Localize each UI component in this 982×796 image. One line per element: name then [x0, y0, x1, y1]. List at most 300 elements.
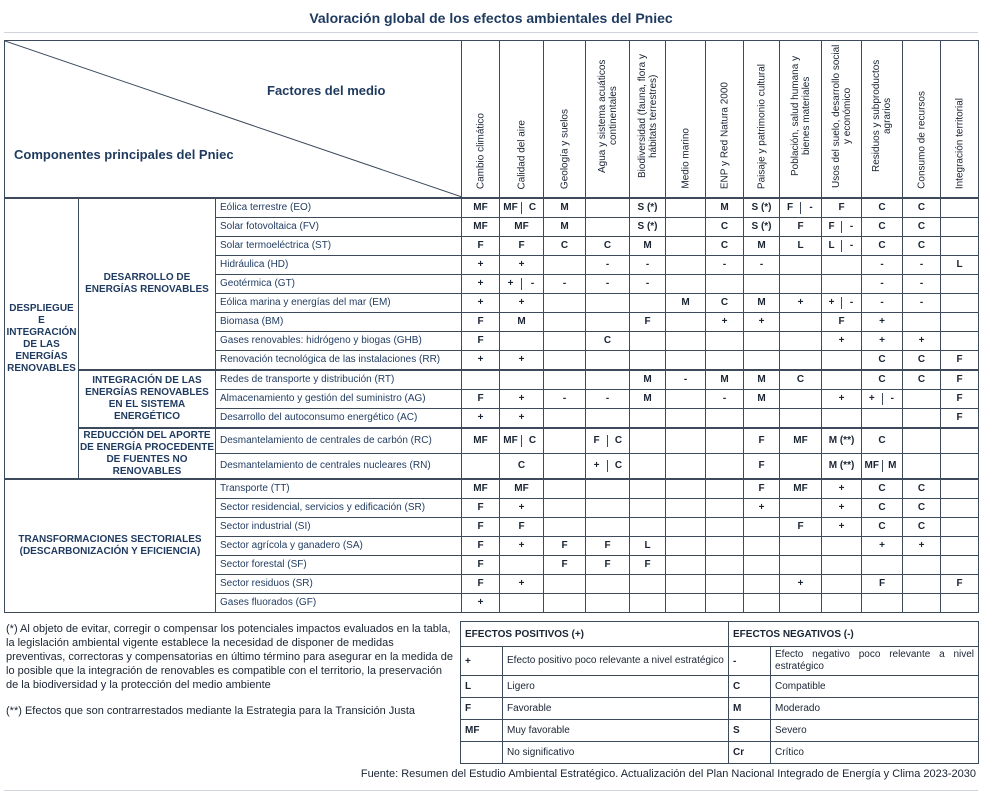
effect-value: - [841, 240, 861, 252]
effect-cell [586, 313, 630, 332]
effect-cell [744, 575, 780, 594]
factor-label: Usos del suelo, desarrollo social y económico [830, 44, 853, 188]
effect-value: - [882, 393, 903, 405]
effect-cell [630, 454, 666, 480]
effect-cell [666, 313, 706, 332]
effect-cell: F [462, 518, 500, 537]
factors-heading: Factores del medio [267, 83, 386, 98]
component-label: Biomasa (BM) [216, 313, 462, 332]
effect-value: F [593, 435, 600, 446]
effect-cell: - [862, 256, 903, 275]
effect-cell [706, 454, 744, 480]
effect-cell [941, 237, 979, 256]
effect-cell [706, 537, 744, 556]
effect-pair [862, 454, 902, 478]
effect-cell: S (*) [630, 198, 666, 218]
effect-value: C [521, 435, 543, 447]
effect-value: C [607, 460, 629, 472]
effect-cell [941, 499, 979, 518]
effect-cell [941, 332, 979, 351]
effect-cell: C [862, 499, 903, 518]
effect-cell [666, 428, 706, 454]
component-label: Desarrollo del autoconsumo energético (AC) [216, 409, 462, 429]
effect-cell [544, 499, 586, 518]
effect-cell [780, 198, 822, 218]
effect-cell [630, 294, 666, 313]
effect-cell: + [744, 313, 780, 332]
effect-cell: M [630, 370, 666, 390]
effect-cell [544, 370, 586, 390]
legend-row [461, 698, 979, 720]
legend-symbol: + [461, 647, 503, 676]
legend-negative-title: EFECTOS NEGATIVOS (-) [729, 622, 979, 647]
effect-cell [744, 556, 780, 575]
effect-cell [630, 409, 666, 429]
effect-cell: F [500, 237, 544, 256]
effect-cell: F [462, 537, 500, 556]
effect-cell: + [903, 332, 941, 351]
effects-matrix [4, 40, 979, 613]
effect-cell [903, 428, 941, 454]
legend-description: No significativo [503, 742, 729, 764]
effect-cell [706, 518, 744, 537]
components-heading: Componentes principales del Pniec [14, 147, 234, 162]
component-label: Sector forestal (SF) [216, 556, 462, 575]
effect-cell: MF [500, 479, 544, 499]
effect-cell [706, 332, 744, 351]
effect-cell [500, 556, 544, 575]
effect-cell: - [630, 256, 666, 275]
effect-cell [544, 294, 586, 313]
effect-cell [903, 409, 941, 429]
effect-cell [941, 218, 979, 237]
effect-cell [862, 594, 903, 613]
effect-cell: C [586, 332, 630, 351]
factor-header [706, 41, 744, 199]
effect-cell [544, 256, 586, 275]
effect-cell: + [822, 332, 862, 351]
effect-cell [822, 218, 862, 237]
effect-cell [744, 537, 780, 556]
factor-header [903, 41, 941, 199]
effect-cell [544, 428, 586, 454]
effect-cell [630, 594, 666, 613]
effect-cell [780, 332, 822, 351]
table-row [5, 370, 979, 390]
footnotes [6, 622, 454, 730]
legend-symbol: M [729, 698, 771, 720]
effect-cell [744, 275, 780, 294]
effect-cell: M [706, 370, 744, 390]
effect-cell: + [822, 390, 862, 409]
effect-cell [666, 518, 706, 537]
effect-cell [586, 575, 630, 594]
effect-cell: + [500, 575, 544, 594]
component-label: Sector agrícola y ganadero (SA) [216, 537, 462, 556]
effect-cell: - [903, 275, 941, 294]
effect-cell [630, 351, 666, 371]
effect-cell [666, 499, 706, 518]
factor-label: Cambio climático [475, 112, 487, 189]
effect-pair [822, 237, 861, 255]
factor-label: Integración territorial [954, 97, 966, 189]
component-label: Eólica marina y energías del mar (EM) [216, 294, 462, 313]
effect-cell [630, 575, 666, 594]
component-label: Sector residuos (SR) [216, 575, 462, 594]
factor-label: Residuos y subproductos agrarios [871, 59, 894, 173]
legend-symbol: MF [461, 720, 503, 742]
effect-cell: - [706, 390, 744, 409]
effect-cell: + [862, 332, 903, 351]
effect-cell [586, 409, 630, 429]
effect-cell: - [666, 370, 706, 390]
effect-cell [586, 294, 630, 313]
effect-cell: MF [462, 218, 500, 237]
effect-cell: - [586, 390, 630, 409]
effect-cell [544, 479, 586, 499]
legend-symbol: Cr [729, 742, 771, 764]
component-label: Desmantelamiento de centrales de carbón (RC) [216, 428, 462, 454]
effect-cell [630, 479, 666, 499]
effect-value: MF [864, 460, 879, 471]
effect-cell [780, 313, 822, 332]
component-label: Desmantelamiento de centrales nucleares (RN) [216, 454, 462, 480]
effect-cell: C [903, 351, 941, 371]
source-note: Fuente: Resumen del Estudio Ambiental Estratégico. Actualización del Plan Nacional Integrado de Energía y Clima 2023-2030 [360, 768, 976, 780]
effect-cell: - [586, 275, 630, 294]
effect-cell [666, 351, 706, 371]
effect-cell: - [544, 275, 586, 294]
effect-cell: C [903, 218, 941, 237]
effect-cell: F [500, 518, 544, 537]
effect-cell [666, 479, 706, 499]
effect-cell [941, 294, 979, 313]
effect-cell: - [630, 275, 666, 294]
group-despliegue: DESPLIEGUE E INTEGRACIÓN DE LAS ENERGÍAS RENOVABLES [5, 198, 79, 479]
bottom-divider [4, 790, 978, 791]
effect-cell [941, 313, 979, 332]
effect-cell: C [780, 370, 822, 390]
effect-pair [822, 294, 861, 312]
effect-cell [941, 537, 979, 556]
effect-cell [706, 575, 744, 594]
component-label: Solar termoeléctrica (ST) [216, 237, 462, 256]
effect-cell [630, 518, 666, 537]
title-divider [4, 32, 978, 33]
effect-cell: + [744, 499, 780, 518]
page-title: Valoración global de los efectos ambientales del Pniec [309, 10, 673, 26]
effect-cell: + [862, 313, 903, 332]
component-label: Sector residencial, servicios y edificación (SR) [216, 499, 462, 518]
effect-cell: C [903, 499, 941, 518]
effect-cell [822, 556, 862, 575]
effect-cell: M (**) [822, 428, 862, 454]
effect-cell: + [462, 294, 500, 313]
effect-value: - [841, 221, 861, 233]
factor-label: Calidad del aire [516, 119, 528, 189]
effect-cell [780, 556, 822, 575]
effect-cell [744, 518, 780, 537]
effect-cell: + [462, 409, 500, 429]
effect-cell [780, 275, 822, 294]
footnote-single-asterisk: (*) Al objeto de evitar, corregir o compensar los potenciales impactos evaluados en la tabla, la legislación ambiental vigente establece la necesidad de disponer de medidas preventivas, correctoras y compensatorias en último término para asegurar en la medida de lo posible que la integración de renovables es compatible con el territorio, la preservación de la biodiversidad y la protección del medio ambiente [6, 623, 453, 691]
effect-cell: - [706, 256, 744, 275]
table-row [5, 428, 979, 454]
effect-cell: MF [462, 198, 500, 218]
effect-cell [666, 332, 706, 351]
effect-cell: F [630, 556, 666, 575]
effect-cell [706, 594, 744, 613]
effect-cell: M [744, 390, 780, 409]
effect-cell [666, 198, 706, 218]
effect-cell [862, 409, 903, 429]
legend-row [461, 676, 979, 698]
effect-cell [666, 218, 706, 237]
effect-cell [862, 390, 903, 409]
effect-cell [586, 218, 630, 237]
effect-cell [780, 409, 822, 429]
effect-cell [544, 594, 586, 613]
effect-cell: C [862, 518, 903, 537]
legend-description: Ligero [503, 676, 729, 698]
legend-row [461, 720, 979, 742]
component-label: Eólica terrestre (EO) [216, 198, 462, 218]
effect-cell [744, 332, 780, 351]
effect-cell: C [862, 237, 903, 256]
effect-cell: F [941, 351, 979, 371]
effect-cell: C [706, 237, 744, 256]
effect-pair [822, 218, 861, 236]
effect-cell: F [822, 198, 862, 218]
subgroup-desarrollo: DESARROLLO DE ENERGÍAS RENOVABLES [79, 198, 216, 370]
effect-cell [941, 454, 979, 480]
effect-cell: F [630, 313, 666, 332]
effect-cell [941, 428, 979, 454]
effect-cell [544, 454, 586, 480]
factor-label: ENP y Red Natura 2000 [719, 81, 731, 189]
effect-cell: + [903, 537, 941, 556]
effect-cell: F [462, 556, 500, 575]
legend-description: Moderado [771, 698, 979, 720]
effect-cell: - [862, 275, 903, 294]
legend-row [461, 647, 979, 676]
effect-pair [862, 390, 902, 408]
effect-cell [822, 275, 862, 294]
legend-symbol: C [729, 676, 771, 698]
effect-cell: F [462, 332, 500, 351]
legend-row [461, 742, 979, 764]
factor-label: Geología y suelos [559, 108, 571, 189]
component-label: Gases fluorados (GF) [216, 594, 462, 613]
factor-label: Agua y sistema acuáticos continentales [596, 59, 619, 173]
legend-description: Severo [771, 720, 979, 742]
effect-value: MF [503, 202, 518, 213]
effect-value: - [521, 278, 543, 290]
effect-cell: F [744, 454, 780, 480]
effect-cell: - [544, 390, 586, 409]
effect-cell: MF [500, 218, 544, 237]
effect-cell: S (*) [744, 198, 780, 218]
effect-cell: M [744, 370, 780, 390]
effect-cell: - [862, 294, 903, 313]
effect-cell: + [500, 294, 544, 313]
effect-cell: M [500, 313, 544, 332]
effect-cell: M [544, 218, 586, 237]
effect-cell [822, 370, 862, 390]
effect-cell: C [706, 218, 744, 237]
effect-cell: F [780, 218, 822, 237]
effect-cell: + [500, 537, 544, 556]
effect-value: L [828, 240, 835, 251]
effect-cell: + [462, 256, 500, 275]
effect-cell [780, 351, 822, 371]
factor-header [666, 41, 706, 199]
effect-cell [903, 556, 941, 575]
effect-cell: F [744, 428, 780, 454]
effect-cell: F [544, 556, 586, 575]
effect-cell [666, 275, 706, 294]
effect-value: + [593, 460, 600, 471]
effect-cell: F [941, 370, 979, 390]
effect-cell: + [706, 313, 744, 332]
effect-cell: M [630, 237, 666, 256]
effect-value: + [507, 278, 514, 289]
effect-cell [544, 313, 586, 332]
effect-pair [780, 199, 821, 217]
effect-pair [500, 275, 543, 293]
effect-cell [586, 499, 630, 518]
effect-cell: + [500, 351, 544, 371]
effect-cell: L [630, 537, 666, 556]
effect-cell: F [462, 575, 500, 594]
effect-cell [822, 594, 862, 613]
effect-cell: C [862, 428, 903, 454]
factor-header [544, 41, 586, 199]
effect-cell: MF [780, 479, 822, 499]
effect-cell: C [586, 237, 630, 256]
factor-header [462, 41, 500, 199]
factor-header [586, 41, 630, 199]
effect-cell [666, 409, 706, 429]
effect-cell [941, 479, 979, 499]
effect-cell [462, 370, 500, 390]
effect-cell [586, 351, 630, 371]
effect-cell: F [822, 313, 862, 332]
component-label: Sector industrial (SI) [216, 518, 462, 537]
effect-cell [500, 594, 544, 613]
component-label: Solar fotovoltaica (FV) [216, 218, 462, 237]
effect-cell [586, 479, 630, 499]
effect-cell [941, 275, 979, 294]
effect-cell: F [862, 575, 903, 594]
effect-cell: M [544, 198, 586, 218]
effect-cell: C [903, 198, 941, 218]
effect-cell: MF [780, 428, 822, 454]
table-row [5, 479, 979, 499]
legend-description: Muy favorable [503, 720, 729, 742]
effect-cell: + [822, 518, 862, 537]
effect-cell [780, 537, 822, 556]
factor-header [744, 41, 780, 199]
effect-cell [500, 332, 544, 351]
effect-cell [941, 198, 979, 218]
effect-cell: M (**) [822, 454, 862, 480]
effect-cell: - [903, 294, 941, 313]
footnote-double-asterisk: (**) Efectos que son contrarrestados mediante la Estrategia para la Transición Justa [6, 705, 416, 717]
effect-cell: L [780, 237, 822, 256]
effect-cell: F [586, 556, 630, 575]
group-transformaciones: TRANSFORMACIONES SECTORIALES (DESCARBONIZACIÓN Y EFICIENCIA) [5, 479, 216, 613]
effect-cell [586, 594, 630, 613]
effect-value: - [800, 202, 821, 214]
effect-cell [706, 479, 744, 499]
effect-cell: M [744, 294, 780, 313]
effect-cell [941, 594, 979, 613]
effect-cell: F [462, 390, 500, 409]
factor-header [630, 41, 666, 199]
effect-value: F [786, 202, 794, 213]
effect-cell [822, 409, 862, 429]
legend-positive-title: EFECTOS POSITIVOS (+) [461, 622, 729, 647]
effect-cell [630, 499, 666, 518]
effect-cell: M [630, 390, 666, 409]
effect-cell [586, 454, 630, 480]
effect-cell [630, 428, 666, 454]
effect-cell: C [706, 294, 744, 313]
effect-cell: F [941, 409, 979, 429]
factor-label: Población, salud humana y bienes materiales [789, 55, 812, 177]
effect-cell [903, 390, 941, 409]
effect-cell [744, 351, 780, 371]
factor-header [822, 41, 862, 199]
effect-cell [822, 294, 862, 313]
effect-cell: C [903, 237, 941, 256]
effect-cell: C [544, 237, 586, 256]
effect-value: + [868, 393, 875, 404]
effect-cell [630, 332, 666, 351]
effect-cell: M [706, 198, 744, 218]
component-label: Almacenamiento y gestión del suministro (AG) [216, 390, 462, 409]
effect-cell [780, 594, 822, 613]
effect-cell [941, 518, 979, 537]
effect-cell [706, 409, 744, 429]
effect-cell [666, 454, 706, 480]
effect-cell [822, 351, 862, 371]
effect-cell: C [903, 518, 941, 537]
legend-description: Favorable [503, 698, 729, 720]
legend-table [460, 621, 979, 764]
effect-cell [822, 256, 862, 275]
effect-cell [544, 409, 586, 429]
effect-cell: + [462, 351, 500, 371]
effect-cell [780, 256, 822, 275]
effect-cell: F [544, 537, 586, 556]
factor-label: Biodiversidad (fauna, flora y hábitats terrestres) [636, 54, 659, 178]
effect-cell [780, 454, 822, 480]
effect-cell: S (*) [744, 218, 780, 237]
effect-value: M [882, 460, 903, 472]
effect-cell: C [862, 479, 903, 499]
effect-cell: + [500, 409, 544, 429]
factor-label: Consumo de recursos [916, 91, 928, 189]
effect-cell: L [941, 256, 979, 275]
effect-cell [706, 275, 744, 294]
effect-cell: C [862, 351, 903, 371]
effect-cell: + [862, 537, 903, 556]
effect-cell [780, 390, 822, 409]
effect-cell [586, 428, 630, 454]
effect-cell: F [462, 499, 500, 518]
